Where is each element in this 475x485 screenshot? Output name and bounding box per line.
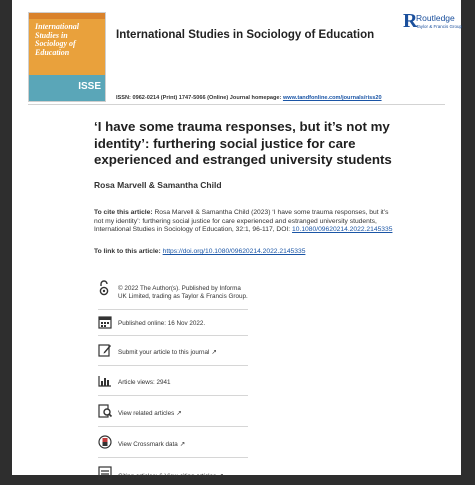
publisher-name: Routledge — [416, 13, 455, 23]
citing-row[interactable] — [98, 458, 248, 484]
journal-homepage-link[interactable]: www.tandfonline.com/journals/riss20 — [282, 95, 382, 101]
routledge-logo-icon: R — [403, 10, 418, 32]
cite-text: Rosa Marvell & Samantha Child (2023) ‘I have some trauma responses, but it’s not my identity’: furthering social justice for care experienced and estranged university students, International Studies in Sociology of Education, 32:1, 96-117, DOI: — [94, 209, 389, 233]
article-doi-link[interactable]: https://doi.org/10.1080/09620214.2022.2145335 — [162, 248, 306, 255]
published-date: Published online: 16 Nov 2022. — [118, 320, 206, 327]
article-title: ‘I have some trauma responses, but it’s not my identity’: furthering social justice for care experienced and estranged university students — [94, 119, 392, 167]
document-page — [12, 0, 463, 480]
link-to-article — [94, 248, 305, 255]
crossmark-icon — [98, 435, 112, 449]
publisher-logo — [403, 10, 463, 35]
related-articles-link[interactable]: View related articles ↗ — [118, 410, 182, 417]
issn-line: ISSN: 0962-0214 (Print) 1747-5066 (Online) Journal homepage: www.tandfonline.com/journals/riss20 — [116, 95, 382, 101]
cite-label: To cite this article: — [94, 209, 153, 216]
journal-cover — [28, 12, 106, 102]
journal-title: International Studies in Sociology of Education — [116, 29, 375, 41]
cover-abbreviation: ISSE — [78, 81, 101, 92]
views-row — [98, 366, 248, 396]
submit-article-link[interactable]: Submit your article to this journal ↗ — [118, 349, 217, 356]
article-authors: Rosa Marvell & Samantha Child — [94, 180, 222, 190]
crossmark-link[interactable]: View Crossmark data ↗ — [118, 441, 186, 448]
divider — [28, 104, 445, 105]
related-articles-icon — [98, 404, 112, 418]
link-label: To link to this article: — [94, 248, 163, 255]
citing-articles-link[interactable]: Citing articles: 6 View citing articles ↗ — [118, 473, 224, 480]
license-row — [98, 276, 248, 310]
external-link-icon: ↗ — [179, 441, 186, 448]
edit-icon — [98, 343, 112, 357]
external-link-icon: ↗ — [211, 349, 217, 356]
license-text: © 2022 The Author(s). Published by Informa UK Limited, trading as Taylor & Francis Group. — [118, 285, 248, 300]
related-row[interactable] — [98, 396, 248, 427]
publisher-subtitle: Taylor & Francis Group — [416, 24, 463, 29]
submit-row[interactable] — [98, 336, 248, 366]
calendar-icon — [98, 315, 112, 329]
open-access-icon — [98, 280, 112, 294]
cover-title: International Studies in Sociology of Education — [35, 22, 80, 57]
published-row — [98, 310, 248, 336]
external-link-icon: ↗ — [218, 473, 224, 480]
citing-articles-icon — [98, 466, 112, 480]
crossmark-row[interactable] — [98, 427, 248, 458]
citation — [94, 209, 394, 235]
external-link-icon: ↗ — [176, 410, 182, 417]
article-views: Article views: 2941 — [118, 379, 171, 386]
cite-doi-link[interactable]: 10.1080/09620214.2022.2145335 — [292, 226, 393, 233]
article-metadata-list — [98, 276, 248, 484]
bar-chart-icon — [98, 374, 112, 388]
